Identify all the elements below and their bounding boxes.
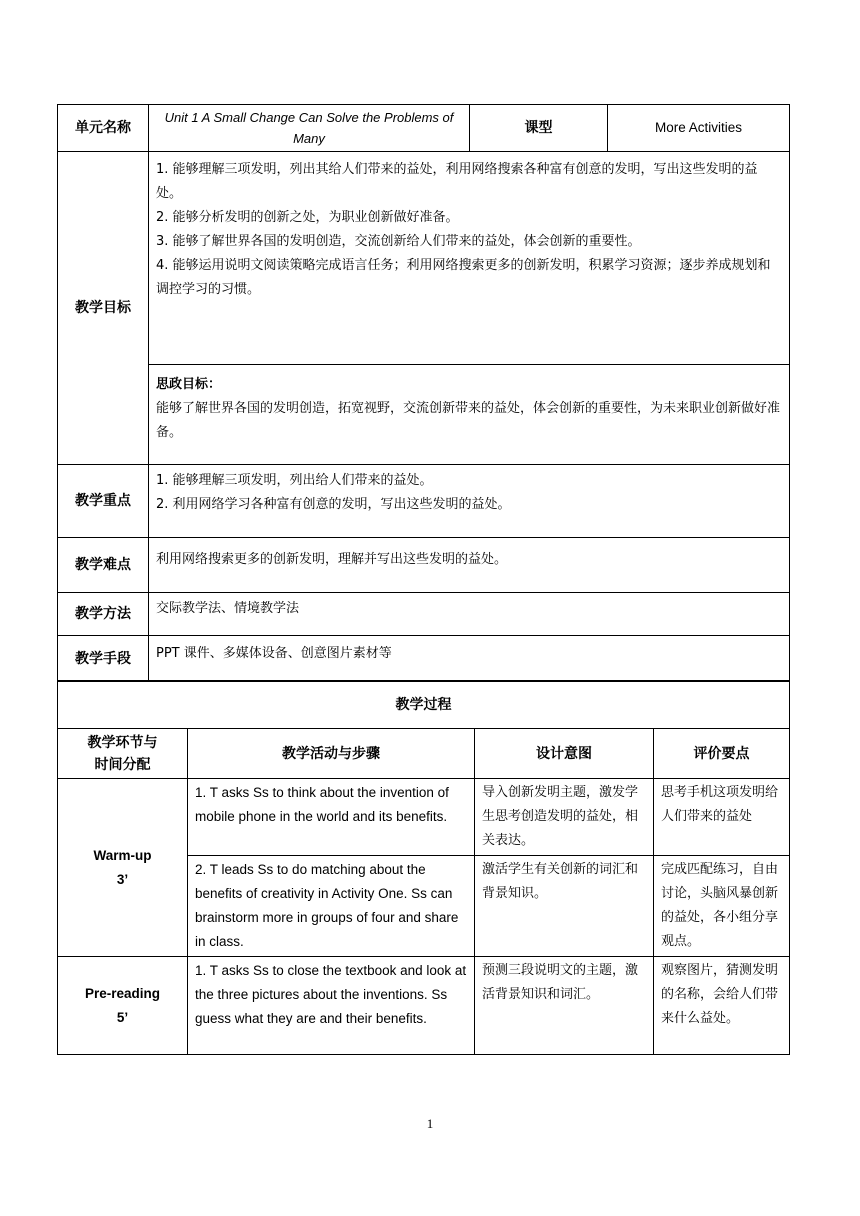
objectives-cell — [149, 152, 790, 365]
header-activity: 教学活动与步骤 — [188, 729, 475, 779]
ideology-title: 思政目标： — [156, 377, 222, 392]
key-points-label: 教学重点 — [58, 465, 149, 538]
warmup-intent-1: 导入创新发明主题，激发学生思考创造发明的益处，相关表达。 — [475, 779, 654, 856]
warmup-evaluation-2: 完成匹配练习，自由讨论，头脑风暴创新的益处，各小组分享观点。 — [654, 856, 790, 957]
key-point-item: 2. 利用网络学习各种富有创意的发明，写出这些发明的益处。 — [156, 497, 511, 512]
warmup-intent-2: 激活学生有关创新的词汇和背景知识。 — [475, 856, 654, 957]
method-label: 教学方法 — [58, 593, 149, 636]
warmup-time: 3’ — [116, 871, 129, 887]
objective-item: 1. 能够理解三项发明，列出其给人们带来的益处，利用网络搜索各种富有创意的发明，写出这些发明的益处。 — [156, 162, 758, 201]
objective-item: 4. 能够运用说明文阅读策略完成语言任务；利用网络搜索更多的创新发明，积累学习资源；逐步养成规划和调控学习的习惯。 — [156, 258, 771, 297]
difficulty-label: 教学难点 — [58, 538, 149, 593]
header-evaluation: 评价要点 — [654, 729, 790, 779]
header-intent: 设计意图 — [475, 729, 654, 779]
ideology-text: 能够了解世界各国的发明创造，拓宽视野，交流创新带来的益处，体会创新的重要性，为未来职业创新做好准备。 — [156, 401, 781, 440]
teaching-process-table — [57, 680, 790, 1055]
warmup-stage-cell — [58, 779, 188, 957]
key-point-item: 1. 能够理解三项发明，列出给人们带来的益处。 — [156, 473, 433, 488]
unit-name-label: 单元名称 — [58, 105, 149, 152]
objectives-label: 教学目标 — [58, 152, 149, 465]
prereading-stage-cell — [58, 957, 188, 1055]
warmup-evaluation-1: 思考手机这项发明给人们带来的益处 — [654, 779, 790, 856]
unit-name-value: Unit 1 A Small Change Can Solve the Problems of Many — [149, 105, 470, 152]
prereading-evaluation: 观察图片，猜测发明的名称，会给人们带来什么益处。 — [654, 957, 790, 1055]
lesson-info-table — [57, 104, 790, 682]
warmup-activity-1: 1. T asks Ss to think about the invention of mobile phone in the world and its benefits. — [188, 779, 475, 856]
header-stage-time: 教学环节与时间分配 — [58, 729, 188, 779]
means-text: PPT 课件、多媒体设备、创意图片素材等 — [149, 636, 790, 682]
process-title: 教学过程 — [58, 681, 790, 729]
means-label: 教学手段 — [58, 636, 149, 682]
method-text: 交际教学法、情境教学法 — [149, 593, 790, 636]
prereading-intent: 预测三段说明文的主题，激活背景知识和词汇。 — [475, 957, 654, 1055]
lesson-type-label: 课型 — [470, 105, 608, 152]
ideology-cell — [149, 365, 790, 465]
key-points-cell — [149, 465, 790, 538]
warmup-activity-2: 2. T leads Ss to do matching about the benefits of creativity in Activity One. Ss can brainstorm more in groups of four and share in class. — [188, 856, 475, 957]
prereading-stage: Pre-reading — [84, 985, 161, 1001]
page-number: 1 — [426, 1116, 434, 1131]
difficulty-text: 利用网络搜索更多的创新发明，理解并写出这些发明的益处。 — [149, 538, 790, 593]
objective-item: 3. 能够了解世界各国的发明创造，交流创新给人们带来的益处，体会创新的重要性。 — [156, 234, 641, 249]
prereading-time: 5’ — [116, 1009, 129, 1025]
objective-item: 2. 能够分析发明的创新之处，为职业创新做好准备。 — [156, 210, 459, 225]
warmup-stage: Warm-up — [93, 847, 152, 863]
prereading-activity: 1. T asks Ss to close the textbook and look at the three pictures about the inventions. Ss guess what they are and their benefits. — [188, 957, 475, 1055]
lesson-type-value: More Activities — [608, 105, 790, 152]
